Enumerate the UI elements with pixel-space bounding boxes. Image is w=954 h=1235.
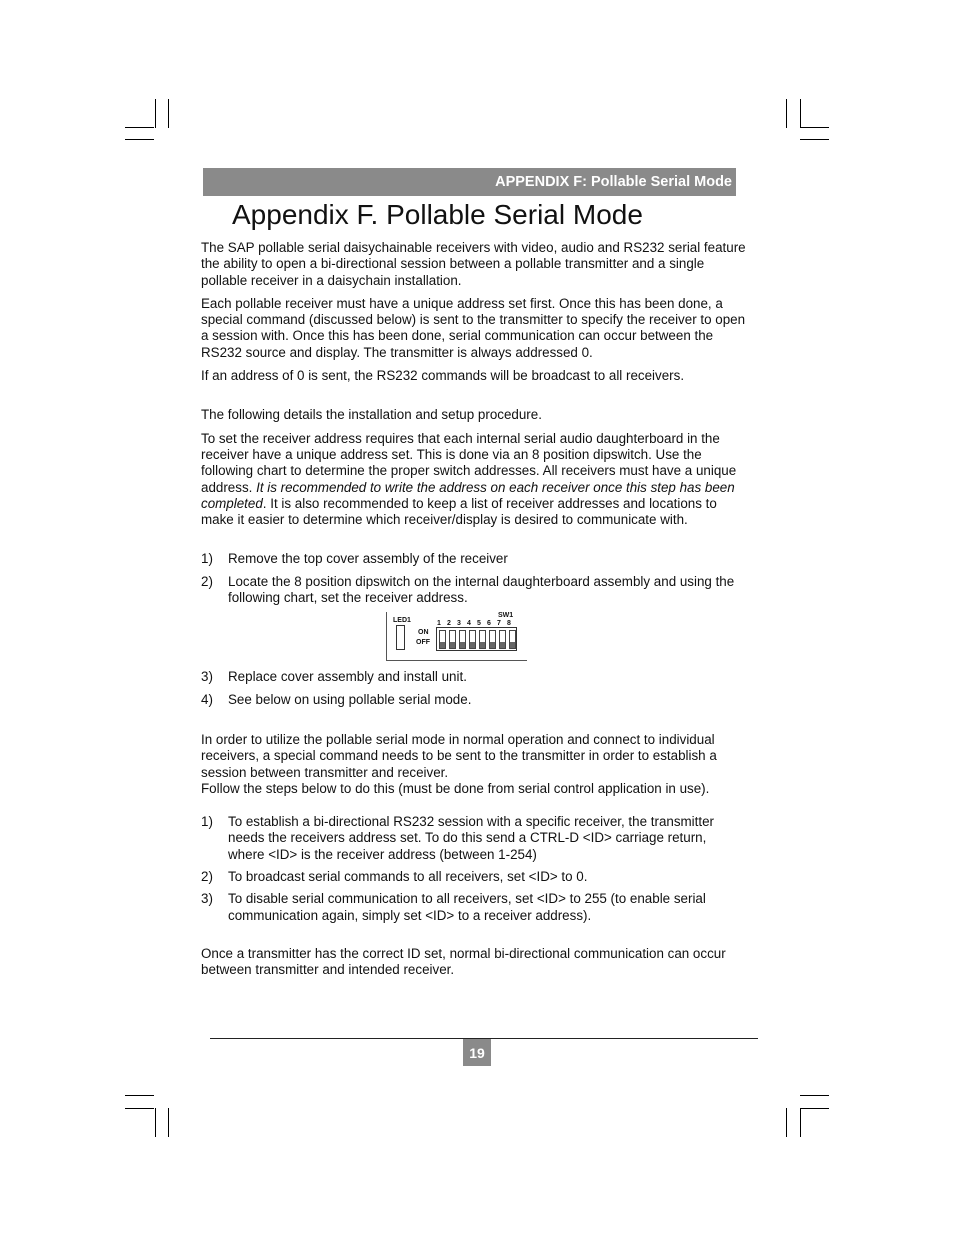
- led-label: LED1: [393, 617, 411, 625]
- dip-switch: [489, 630, 496, 649]
- main-content: [201, 240, 746, 986]
- on-label: ON: [418, 629, 429, 637]
- dip-switch: [439, 630, 446, 649]
- list-item: 2) Locate the 8 position dipswitch on the internal daughterboard assembly and using the following chart, set the receiver address.: [201, 573, 735, 606]
- usage-paragraph: Follow the steps below to do this (must be done from serial control application in use).: [201, 780, 710, 796]
- section-header-bar: [203, 168, 736, 196]
- list-item: 3) Replace cover assembly and install unit.: [201, 669, 467, 685]
- list-item: 4) See below on using pollable serial mode.: [201, 691, 472, 707]
- install-paragraph: To set the receiver address requires that each internal serial audio daughterboard in the receiver have a unique address set. This is done via an 8 position dipswitch. Use the following chart to determine the proper switch addresses. All receivers must have a unique address. It is recommended to write the address on each receiver once this step has been completed. It is also recommended to keep a list of receiver addresses and locations to make it easier to determine which receiver/display is desired to communicate with.: [201, 430, 737, 528]
- switch-block: [436, 627, 517, 651]
- dip-switch: [509, 630, 516, 649]
- dip-switch: [459, 630, 466, 649]
- page-title: Appendix F. Pollable Serial Mode: [232, 199, 643, 230]
- dip-switch: [499, 630, 506, 649]
- dip-switch: [469, 630, 476, 649]
- off-label: OFF: [416, 639, 430, 647]
- section-header-label: APPENDIX F: Pollable Serial Mode: [495, 174, 732, 190]
- install-recommendation: It is recommended to write the address on each receiver once this step has been completed: [201, 479, 735, 511]
- sw-label: SW1: [498, 612, 514, 620]
- intro-paragraph: If an address of 0 is sent, the RS232 commands will be broadcast to all receivers.: [201, 368, 685, 384]
- list-item: 1) To establish a bi-directional RS232 session with a specific receiver, the transmitter needs the receivers address set. To do this send a CTRL-D <ID> carriage return, where <ID> is the receiver address (between 1-254): [201, 814, 715, 862]
- dipswitch-diagram: LED1 SW1 ON OFF 1 2 3 4 5 6 7 8: [386, 612, 527, 661]
- page-number: 19: [463, 1039, 491, 1066]
- list-item: 1) Remove the top cover assembly of the receiver: [201, 551, 508, 567]
- install-lead: The following details the installation and setup procedure.: [201, 407, 542, 423]
- list-item: 2) To broadcast serial commands to all receivers, set <ID> to 0.: [201, 869, 588, 885]
- closing-paragraph: Once a transmitter has the correct ID set, normal bi-directional communication can occur between transmitter and intended receiver.: [201, 945, 726, 978]
- led-indicator: [396, 625, 405, 650]
- intro-paragraph: The SAP pollable serial daisychainable receivers with video, audio and RS232 serial feature the ability to open a bi-directional session between a pollable transmitter and a single pollable receiver in a daisychain installation.: [201, 240, 746, 288]
- dip-switch: [479, 630, 486, 649]
- dip-switch: [449, 630, 456, 649]
- list-item: 3) To disable serial communication to all receivers, set <ID> to 255 (to enable serial communication again, simply set <ID> to a receiver address).: [201, 891, 706, 923]
- intro-paragraph: Each pollable receiver must have a unique address set first. Once this has been done, a special command (discussed below) is sent to the transmitter to specify the receiver to open a session with. Once this has been done, serial communication can occur between the RS232 source and display. The transmitter is always addressed 0.: [201, 295, 746, 360]
- usage-paragraph: In order to utilize the pollable serial mode in normal operation and connect to individual receivers, a special command needs to be sent to the transmitter in order to establish a session between transmitter and receiver.: [201, 731, 717, 780]
